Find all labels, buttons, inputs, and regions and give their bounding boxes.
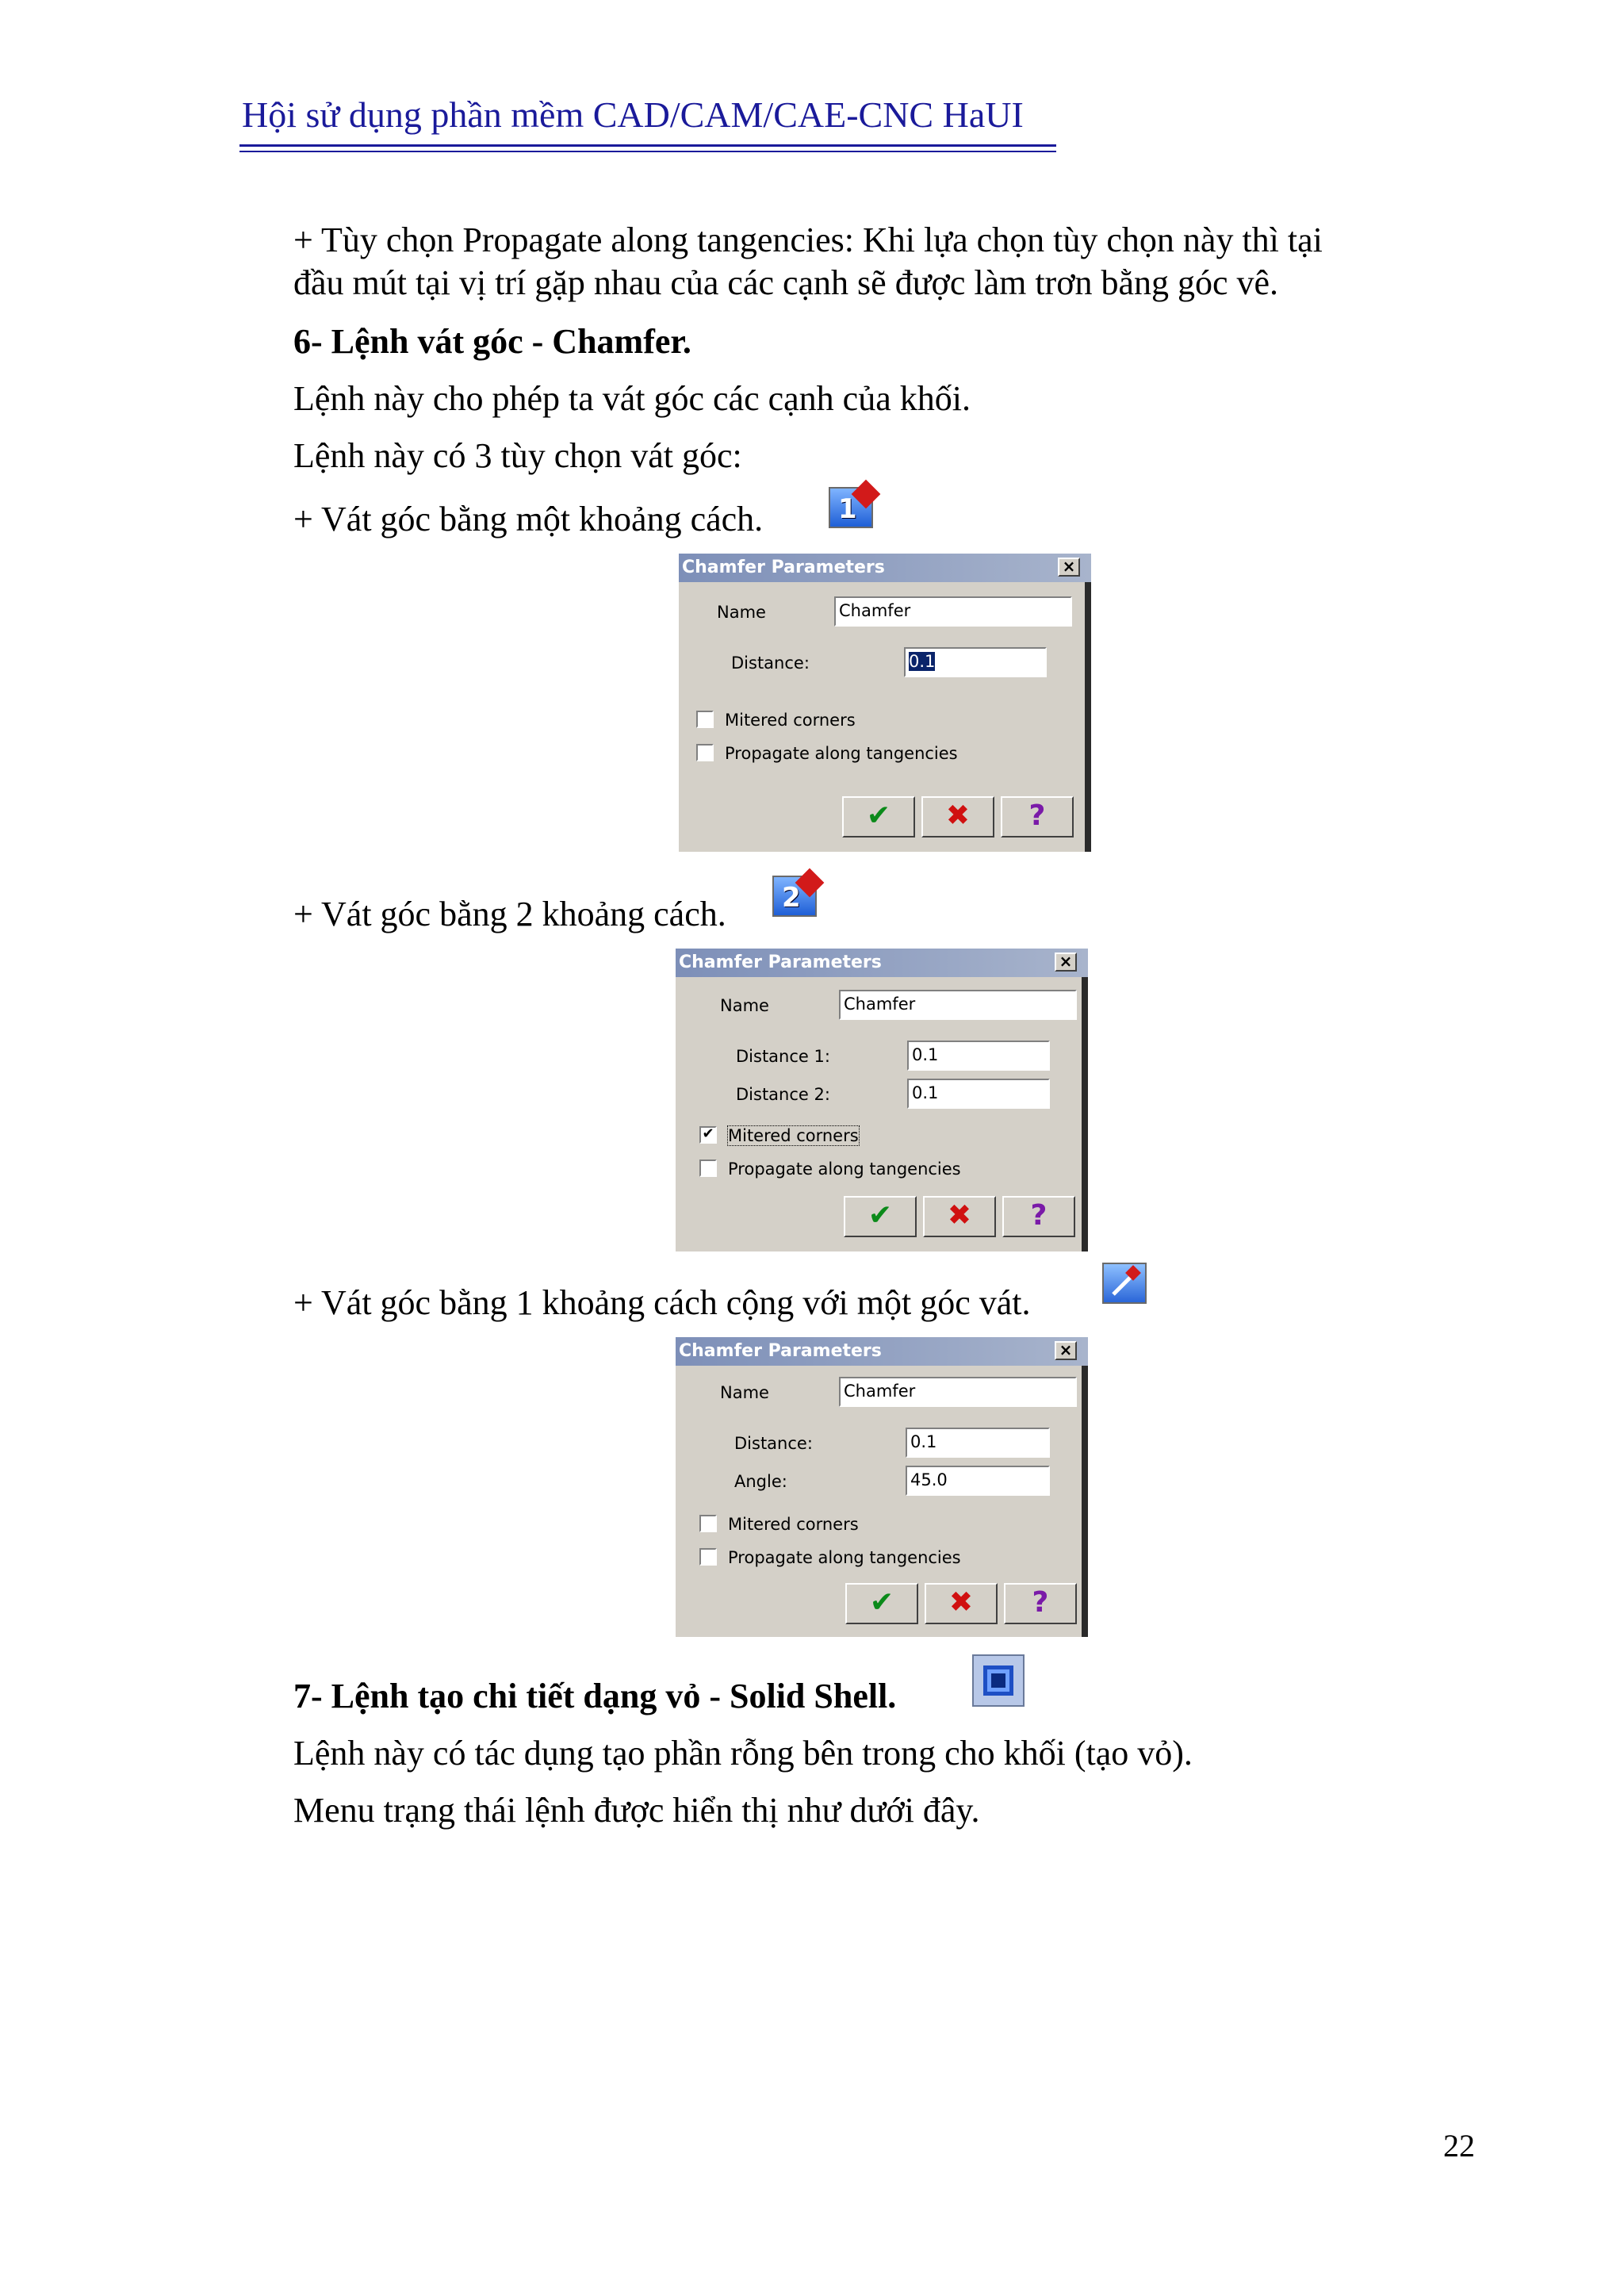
distance-value: 0.1: [909, 652, 936, 671]
option-one-distance: + Vát góc bằng một khoảng cách.: [293, 500, 764, 539]
name-field[interactable]: Chamfer: [839, 1377, 1077, 1407]
distance2-label: Distance 2:: [736, 1085, 830, 1104]
page-number: 22: [1443, 2128, 1475, 2164]
dialog-edge-shadow: [1082, 977, 1088, 1251]
icon-glyph: [1104, 1264, 1145, 1302]
chamfer-one-distance-icon[interactable]: [829, 487, 873, 528]
chamfer-dialog-two-distances: [676, 949, 1088, 1251]
shell-icon-inner: [991, 1673, 1005, 1688]
page-header-title: Hội sử dụng phần mềm CAD/CAM/CAE-CNC HaUI: [242, 94, 1024, 135]
name-label: Name: [720, 996, 769, 1015]
distance2-field[interactable]: 0.1: [907, 1079, 1050, 1109]
section-heading-solid-shell: 7- Lệnh tạo chi tiết dạng vỏ - Solid Shell.: [293, 1677, 897, 1715]
cancel-button[interactable]: ✖: [923, 1196, 996, 1237]
close-button[interactable]: ×: [1055, 953, 1077, 972]
ok-button[interactable]: ✔: [845, 1583, 918, 1624]
chamfer-dialog-distance-angle: [676, 1337, 1088, 1637]
dialog-title: Chamfer Parameters: [682, 558, 885, 577]
propagate-tangencies-checkbox[interactable]: [699, 1548, 717, 1566]
ok-button[interactable]: ✔: [844, 1196, 917, 1237]
propagate-tangencies-checkbox[interactable]: [696, 744, 714, 761]
angle-field[interactable]: 45.0: [906, 1466, 1050, 1496]
paragraph-shell-desc: Lệnh này có tác dụng tạo phần rỗng bên trong cho khối (tạo vỏ).: [293, 1734, 1193, 1773]
mitered-corners-label: Mitered corners: [728, 1515, 859, 1534]
header-rule-secondary: [239, 151, 1056, 152]
name-field[interactable]: Chamfer: [834, 596, 1072, 627]
distance-label: Distance:: [731, 654, 810, 673]
icon-number: 2: [782, 882, 801, 914]
close-button[interactable]: ×: [1055, 1341, 1077, 1360]
cancel-button[interactable]: ✖: [921, 796, 994, 838]
paragraph-propagate-line1: + Tùy chọn Propagate along tangencies: Khi lựa chọn tùy chọn này thì tại: [293, 220, 1323, 259]
section-heading-chamfer: 6- Lệnh vát góc - Chamfer.: [293, 322, 691, 361]
option-distance-angle: + Vát góc bằng 1 khoảng cách cộng với một góc vát.: [293, 1283, 1031, 1322]
name-label: Name: [717, 603, 766, 622]
solid-shell-icon[interactable]: [972, 1654, 1025, 1707]
cancel-button[interactable]: ✖: [925, 1583, 998, 1624]
propagate-tangencies-checkbox[interactable]: [699, 1159, 717, 1177]
distance-field[interactable]: 0.1: [906, 1428, 1050, 1458]
mitered-corners-checkbox[interactable]: [696, 711, 714, 728]
help-button[interactable]: ?: [1002, 1196, 1075, 1237]
dialog-title: Chamfer Parameters: [679, 1341, 882, 1361]
mitered-corners-label: Mitered corners: [728, 1126, 859, 1145]
distance-field[interactable]: [904, 647, 1047, 677]
help-button[interactable]: ?: [1001, 796, 1074, 838]
dialog-edge-shadow: [1082, 1366, 1088, 1637]
angle-label: Angle:: [734, 1472, 787, 1491]
mitered-corners-checkbox[interactable]: ✔: [699, 1126, 717, 1144]
icon-number: 1: [838, 493, 857, 525]
chamfer-distance-angle-icon[interactable]: [1102, 1263, 1147, 1304]
mitered-corners-checkbox[interactable]: [699, 1515, 717, 1532]
mitered-corners-label: Mitered corners: [725, 711, 856, 730]
name-label: Name: [720, 1383, 769, 1402]
chamfer-dialog-one-distance: [679, 554, 1091, 852]
header-rule: [239, 144, 1056, 147]
help-button[interactable]: ?: [1004, 1583, 1077, 1624]
dialog-edge-shadow: [1085, 582, 1091, 852]
option-two-distances: + Vát góc bằng 2 khoảng cách.: [293, 895, 726, 933]
propagate-tangencies-label: Propagate along tangencies: [725, 744, 958, 763]
chamfer-two-distance-icon[interactable]: [772, 876, 817, 917]
paragraph-shell-menu: Menu trạng thái lệnh được hiển thị như dưới đây.: [293, 1791, 980, 1830]
ok-button[interactable]: ✔: [842, 796, 915, 838]
propagate-tangencies-label: Propagate along tangencies: [728, 1548, 961, 1567]
name-field[interactable]: Chamfer: [839, 990, 1077, 1020]
distance-label: Distance:: [734, 1434, 813, 1453]
paragraph-chamfer-options: Lệnh này có 3 tùy chọn vát góc:: [293, 436, 742, 475]
dialog-title: Chamfer Parameters: [679, 953, 882, 972]
paragraph-propagate-line2: đầu mút tại vị trí gặp nhau của các cạnh sẽ được làm trơn bằng góc vê.: [293, 263, 1279, 302]
propagate-tangencies-label: Propagate along tangencies: [728, 1159, 961, 1179]
distance1-field[interactable]: 0.1: [907, 1041, 1050, 1071]
paragraph-chamfer-desc: Lệnh này cho phép ta vát góc các cạnh của khối.: [293, 379, 971, 418]
close-button[interactable]: ×: [1058, 558, 1080, 577]
distance1-label: Distance 1:: [736, 1047, 830, 1066]
